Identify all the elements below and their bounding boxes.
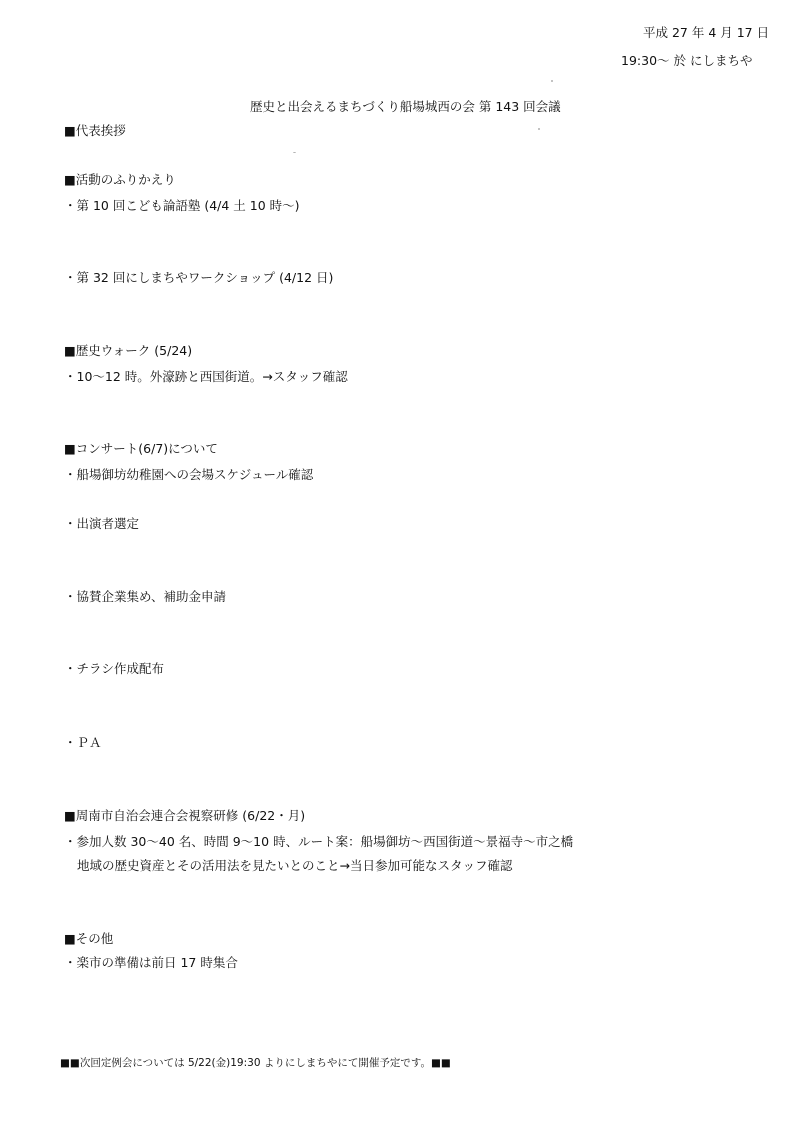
inspection-item: ・参加人数 30～40 名、時間 9～10 時、ルート案：船場御坊～西国街道～景福寺～市之橋 xyxy=(64,834,574,849)
section-heading-history-walk: ■歴史ウォーク (5/24) xyxy=(64,343,193,358)
concert-item: ・協賛企業集め、補助金申請 xyxy=(64,589,227,604)
concert-item: ・出演者選定 xyxy=(64,516,140,531)
concert-item: ・船場御坊幼稚園への会場スケジュール確認 xyxy=(64,467,314,482)
document-title: 歴史と出会えるまちづくり船場城西の会 第 143 回会議 xyxy=(250,99,561,114)
next-meeting-notice: ■■次回定例会については 5/22(金)19:30 よりにしまちやにて開催予定です。■■ xyxy=(60,1057,451,1069)
review-item: ・第 10 回こども論語塾 (4/4 土 10 時～) xyxy=(64,198,300,213)
concert-item: ・チラシ作成配布 xyxy=(64,661,165,676)
inspection-item-continuation: 地域の歴史資産とその活用法を見たいとのこと→当日参加可能なスタッフ確認 xyxy=(77,858,513,873)
section-heading-inspection: ■周南市自治会連合会視察研修 (6/22・月) xyxy=(64,808,306,823)
scan-speck xyxy=(538,128,540,130)
meeting-date: 平成 27 年 4 月 17 日 xyxy=(643,25,770,40)
scan-speck xyxy=(293,152,296,153)
review-item: ・第 32 回にしまちやワークショップ (4/12 日) xyxy=(64,270,334,285)
scan-speck xyxy=(551,80,553,82)
section-heading-greeting: ■代表挨拶 xyxy=(64,123,126,138)
concert-item: ・ＰＡ xyxy=(64,735,102,750)
meeting-time-place: 19:30～ 於 にしまちや xyxy=(621,53,753,68)
history-walk-item: ・10～12 時。外濠跡と西国街道。→スタッフ確認 xyxy=(64,369,348,384)
section-heading-review: ■活動のふりかえり xyxy=(64,172,176,187)
other-item: ・楽市の準備は前日 17 時集合 xyxy=(64,955,238,970)
section-heading-other: ■その他 xyxy=(64,931,114,946)
section-heading-concert: ■コンサート(6/7)について xyxy=(64,441,218,456)
